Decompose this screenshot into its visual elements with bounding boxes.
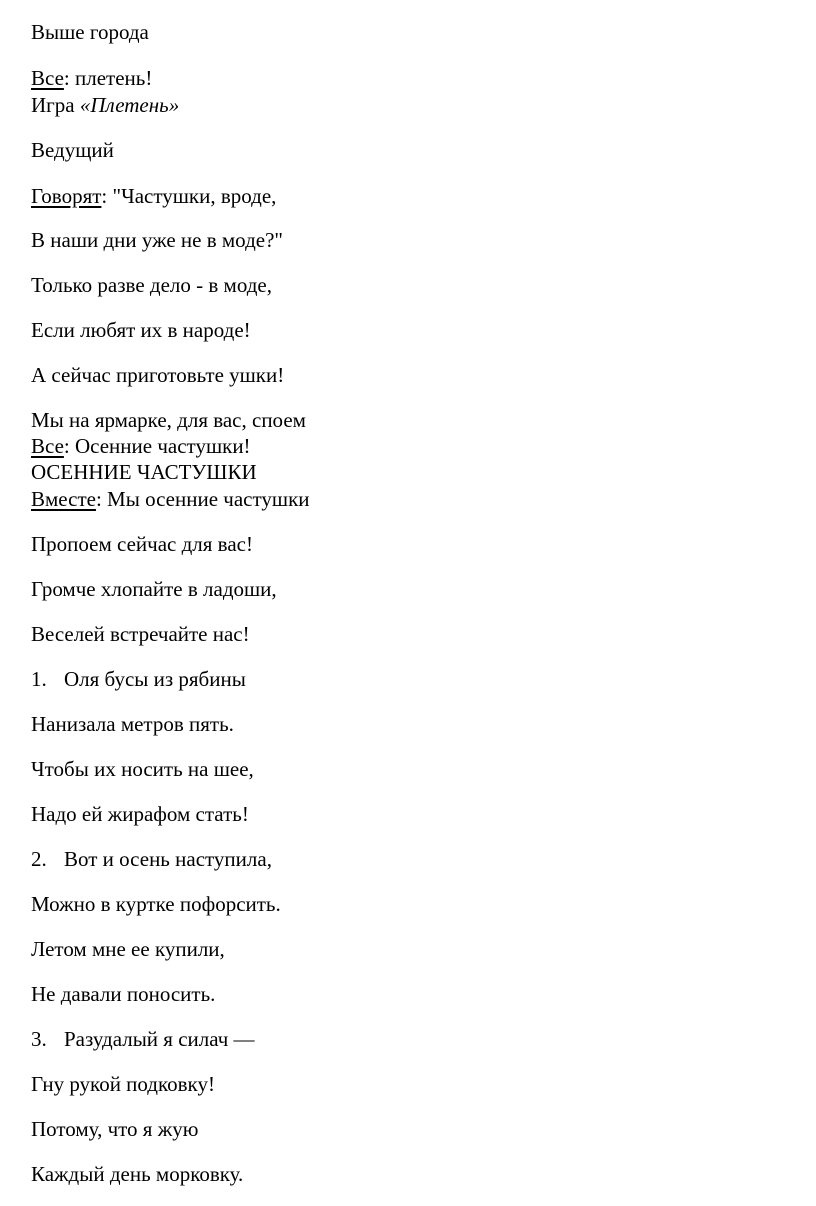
line-text: Игра xyxy=(31,93,80,117)
line-text: В наши дни уже не в моде?" xyxy=(31,228,283,252)
text-line xyxy=(31,622,250,646)
line-text: Если любят их в народе! xyxy=(31,318,251,342)
line-text: Веселей встречайте нас! xyxy=(31,622,250,646)
speaker-line xyxy=(31,184,276,208)
line-text: ОСЕННИЕ ЧАСТУШКИ xyxy=(31,460,257,484)
speaker-label: Все xyxy=(31,66,64,90)
line-text: Потому, что я жую xyxy=(31,1117,199,1141)
text-line xyxy=(31,1117,198,1141)
game-title: «Плетень» xyxy=(79,93,180,117)
line-text: Громче хлопайте в ладоши, xyxy=(31,577,277,601)
text-line xyxy=(31,892,281,916)
line-text: : Осенние частушки! xyxy=(63,434,251,458)
speaker-line xyxy=(31,66,152,90)
speaker-label: Вместе xyxy=(31,487,96,511)
numbered-line xyxy=(31,1027,255,1051)
line-text: Разудалый я силач — xyxy=(64,1027,255,1051)
line-text: Каждый день морковку. xyxy=(31,1162,244,1186)
text-line xyxy=(31,937,225,961)
line-text: Гну рукой подковку! xyxy=(31,1072,215,1096)
text-line xyxy=(31,138,114,162)
line-text: Ведущий xyxy=(31,138,114,162)
line-text: А сейчас приготовьте ушки! xyxy=(31,363,285,387)
line-text: Надо ей жирафом стать! xyxy=(31,802,249,826)
line-text: : "Частушки, вроде, xyxy=(101,184,277,208)
line-text: Вот и осень наступила, xyxy=(64,847,272,871)
text-line xyxy=(31,982,215,1006)
text-line xyxy=(31,363,284,387)
line-text: Чтобы их носить на шее, xyxy=(31,757,254,781)
verse-number: 1. xyxy=(31,667,47,691)
text-line xyxy=(31,802,249,826)
text-line xyxy=(31,577,277,601)
speaker-label: Все xyxy=(31,434,64,458)
text-line xyxy=(31,318,251,342)
line-text: : плетень! xyxy=(63,66,153,90)
text-line xyxy=(31,20,149,44)
line-text: Нанизала метров пять. xyxy=(31,712,234,736)
text-line xyxy=(31,408,306,432)
line-text: Мы на ярмарке, для вас, споем xyxy=(31,408,306,432)
text-line xyxy=(31,93,179,117)
speaker-line xyxy=(31,487,310,511)
numbered-line xyxy=(31,847,272,871)
line-text: Не давали поносить. xyxy=(31,982,216,1006)
numbered-line xyxy=(31,667,246,691)
text-line xyxy=(31,712,234,736)
line-text: Пропоем сейчас для вас! xyxy=(31,532,253,556)
text-line xyxy=(31,1072,215,1096)
line-text: Только разве дело - в моде, xyxy=(31,273,272,297)
line-text: Оля бусы из рябины xyxy=(64,667,246,691)
verse-number: 3. xyxy=(31,1027,47,1051)
line-text: Можно в куртке пофорсить. xyxy=(31,892,281,916)
text-line xyxy=(31,228,283,252)
text-line xyxy=(31,273,272,297)
verse-number: 2. xyxy=(31,847,47,871)
line-text: : Мы осенние частушки xyxy=(95,487,310,511)
text-line xyxy=(31,532,253,556)
line-text: Летом мне ее купили, xyxy=(31,937,225,961)
text-line xyxy=(31,757,254,781)
section-heading xyxy=(31,460,257,484)
speaker-label: Говорят xyxy=(31,184,102,208)
speaker-line xyxy=(31,434,251,458)
text-line xyxy=(31,1162,243,1186)
line-text: Выше города xyxy=(31,20,149,44)
